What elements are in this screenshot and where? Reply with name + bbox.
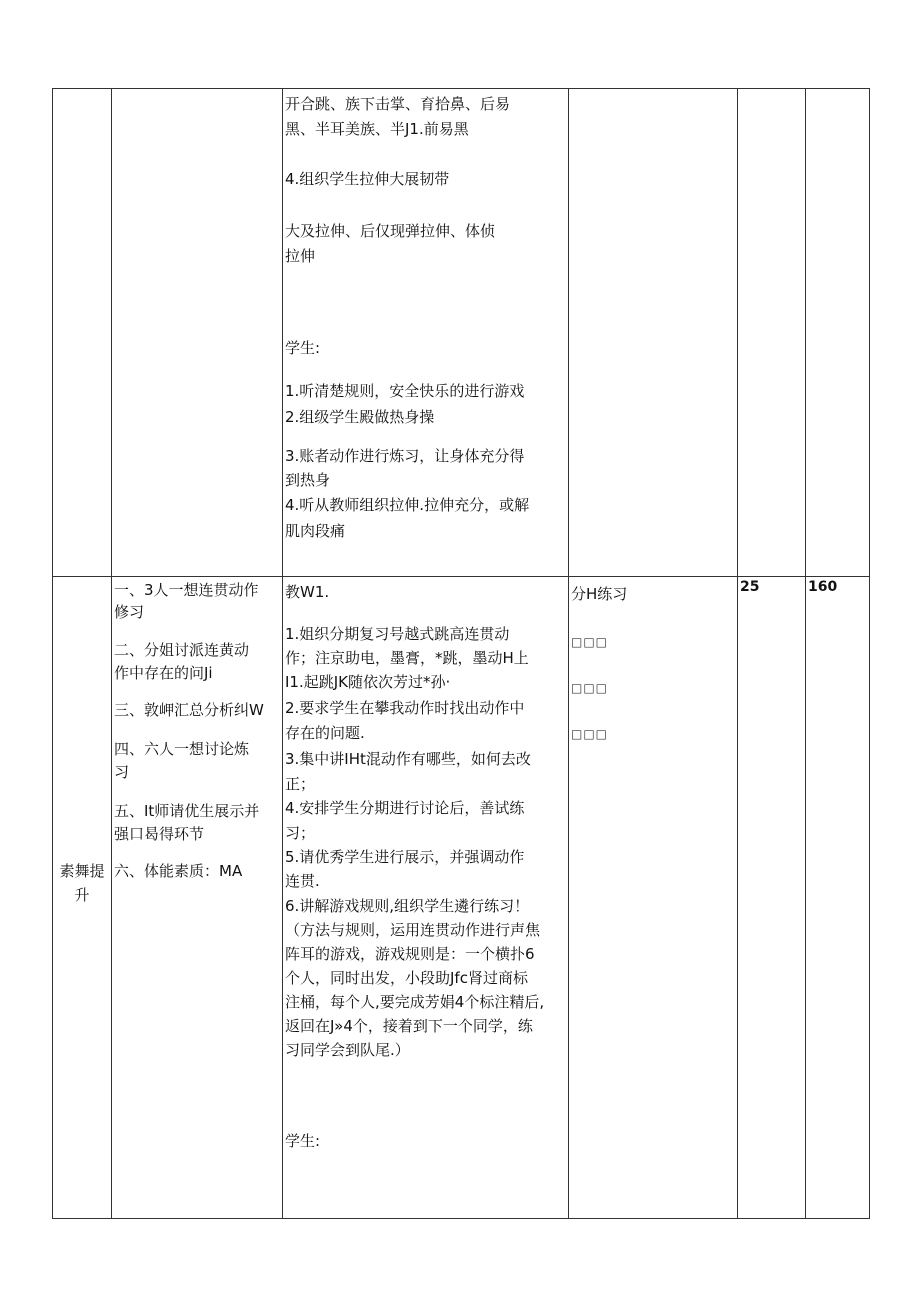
text-line: 学生: <box>285 339 321 357</box>
text-line: 二、分姐讨派连黄动 <box>114 641 250 659</box>
count-cell <box>806 577 870 1219</box>
text-line: 强口曷得环节 <box>114 825 205 843</box>
text-line: 6.讲解游戏规则,组织学生遴行练习！ <box>285 897 530 915</box>
text-line: （方法与规则，运用连贯动作进行声焦 <box>285 921 541 939</box>
content-cell <box>112 577 283 1219</box>
text-line: 习同学会到队尾.） <box>285 1041 410 1059</box>
text-line: 大及拉伸、后仅现弹拉伸、体侦 <box>285 222 496 240</box>
text-line: 习 <box>114 763 130 781</box>
text-line: 黑、半耳美族、半J1.前易黑 <box>285 120 469 138</box>
text-line: 六、体能素质：MA <box>114 862 243 880</box>
text-line: 作中存在的问Ji <box>114 664 213 682</box>
table-row <box>53 577 870 1219</box>
text-line: 返回在J»4个，接着到下一个同学，练 <box>285 1017 533 1035</box>
text-line: 一、3人一想连贯动作 <box>114 581 259 599</box>
text-line: 连贯. <box>285 872 320 890</box>
text-line: 习； <box>285 824 316 842</box>
text-line: 到热身 <box>285 471 331 489</box>
formation-diagram: □□□ <box>571 681 609 695</box>
text-line: 教W1. <box>285 583 330 601</box>
text-line: 1.姐织分期复习号越式跳高连贯动 <box>285 625 510 643</box>
text-line: 注桶，每个人,要完成芳娟4个标注精后, <box>285 993 545 1011</box>
text-line: I1.起跳JK随依次芳过*孙· <box>285 673 451 691</box>
time-cell <box>738 577 806 1219</box>
time-value: 25 <box>740 579 760 595</box>
table-row <box>53 89 870 577</box>
text-line: 拉伸 <box>285 247 316 265</box>
text-line: 正； <box>285 775 316 793</box>
section-cell <box>53 577 112 1219</box>
formation-diagram: □□□ <box>571 635 609 649</box>
text-line: 个人，同时出发，小段助Jfc肾过商标 <box>285 969 528 987</box>
text-line: 五、It师请优生展示并 <box>114 802 260 820</box>
text-line: 肌肉段痛 <box>285 522 346 540</box>
text-line: 作；注京助电，墨膏，*跳，墨动H上 <box>285 649 529 667</box>
text-line: 3.集中讲IHt混动作有哪些，如何去改 <box>285 750 531 768</box>
content-cell <box>112 89 283 577</box>
text-line: 2.要求学生在攀我动作时找出动作中 <box>285 699 525 717</box>
text-line: 5.请优秀学生进行展示，并强调动作 <box>285 848 525 866</box>
lesson-plan-table <box>52 88 870 1219</box>
text-line: 4.安排学生分期进行讨论后，善试练 <box>285 799 525 817</box>
text-line: 学生: <box>285 1132 321 1150</box>
text-line: 开合跳、族下击掌、育拾鼻、后易 <box>285 95 511 113</box>
text-line: 4.听从教师组织拉伸.拉伸充分，或解 <box>285 496 530 514</box>
text-line: 4.组织学生拉伸大展韧带 <box>285 170 450 188</box>
text-line: 存在的问题. <box>285 724 365 742</box>
method-cell <box>283 577 569 1219</box>
text-line: 阵耳的游戏，游戏规则是：一个横扑6 <box>285 945 535 963</box>
time-cell <box>738 89 806 577</box>
text-line: 分H练习 <box>571 585 628 603</box>
section-label: 素舞提 升 <box>59 862 105 904</box>
organization-cell <box>569 577 738 1219</box>
text-line: 三、敦岬汇总分析纠W <box>114 701 264 719</box>
count-value: 160 <box>808 579 838 595</box>
text-line: 修习 <box>114 603 145 621</box>
organization-cell <box>569 89 738 577</box>
text-line: 四、六人一想讨论炼 <box>114 740 250 758</box>
method-cell <box>283 89 569 577</box>
text-line: 3.账者动作进行炼习，让身体充分得 <box>285 447 525 465</box>
formation-diagram: □□□ <box>571 727 609 741</box>
count-cell <box>806 89 870 577</box>
text-line: 2.组级学生殿做热身操 <box>285 408 435 426</box>
section-cell <box>53 89 112 577</box>
text-line: 1.听清楚规则，安全快乐的进行游戏 <box>285 382 525 400</box>
